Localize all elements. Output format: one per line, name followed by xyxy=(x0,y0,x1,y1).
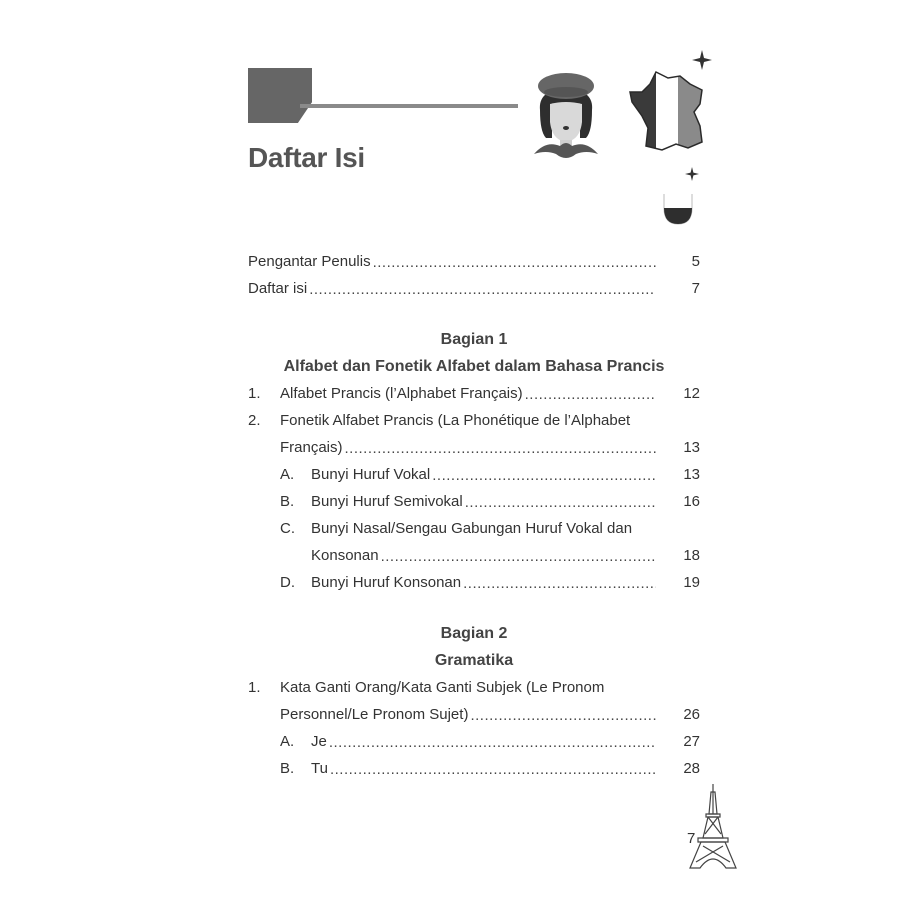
toc-entry-title: Bunyi Nasal/Sengau Gabungan Huruf Vokal dan xyxy=(311,520,633,537)
toc-page-number: 19 xyxy=(683,574,700,591)
toc-entry-title: Personnel/Le Pronom Sujet) xyxy=(280,706,469,723)
toc-page-number: 7 xyxy=(691,280,700,297)
toc-entry-title: Kata Ganti Orang/Kata Ganti Subjek (Le Pronom xyxy=(280,679,605,696)
toc-page-number: 28 xyxy=(683,760,700,777)
header-rule xyxy=(300,104,518,108)
toc-page-number: 26 xyxy=(683,706,700,723)
leader-dots xyxy=(309,281,656,299)
toc-subentry-letter: B. xyxy=(280,493,295,510)
toc-entry[interactable] xyxy=(248,275,700,302)
toc-subentry[interactable] xyxy=(248,755,700,782)
toc-entry[interactable] xyxy=(248,674,700,701)
table-of-contents xyxy=(248,248,700,782)
toc-subentry-letter: A. xyxy=(280,733,295,750)
leader-dots xyxy=(373,254,656,272)
toc-subentry[interactable] xyxy=(248,569,700,596)
toc-subentry-letter: D. xyxy=(280,574,295,591)
wine-glass-icon xyxy=(660,194,696,228)
toc-subentry-letter: B. xyxy=(280,760,295,777)
toc-entry-title: Bunyi Huruf Vokal xyxy=(311,466,431,483)
toc-subentry[interactable] xyxy=(248,515,700,542)
toc-page-number: 13 xyxy=(683,466,700,483)
toc-entry-continuation[interactable] xyxy=(248,434,700,461)
toc-page-number: 16 xyxy=(683,493,700,510)
toc-subentry-letter: A. xyxy=(280,466,295,483)
section-title: Alfabet dan Fonetik Alfabet dalam Bahasa Prancis xyxy=(283,358,665,375)
toc-entry-title: Tu xyxy=(311,760,328,777)
leader-dots xyxy=(470,707,656,725)
leader-dots xyxy=(381,548,656,566)
toc-subentry[interactable] xyxy=(248,461,700,488)
toc-entry-title: Daftar isi xyxy=(248,280,308,297)
toc-entry-title: Konsonan xyxy=(311,547,379,564)
toc-entry-title: Bunyi Huruf Semivokal xyxy=(311,493,463,510)
leader-dots xyxy=(345,440,656,458)
leader-dots xyxy=(465,494,656,512)
leader-dots xyxy=(329,734,656,752)
section-label: Bagian 2 xyxy=(440,625,508,642)
toc-entry-title: Je xyxy=(311,733,327,750)
toc-entry-title: Français) xyxy=(280,439,343,456)
toc-entry-continuation[interactable] xyxy=(248,701,700,728)
sparkle-icon xyxy=(692,50,712,70)
toc-entry[interactable] xyxy=(248,248,700,275)
toc-entry-title: Alfabet Prancis (l’Alphabet Français) xyxy=(280,385,523,402)
section-title: Gramatika xyxy=(434,652,514,669)
french-person-icon xyxy=(530,70,602,162)
toc-page-number: 18 xyxy=(683,547,700,564)
toc-page-number: 12 xyxy=(683,385,700,402)
header-block-decoration xyxy=(248,68,312,123)
toc-entry-title: Pengantar Penulis xyxy=(248,253,371,270)
leader-dots xyxy=(432,467,656,485)
leader-dots xyxy=(525,386,656,404)
toc-subentry[interactable] xyxy=(248,488,700,515)
page-number: 7 xyxy=(687,830,696,847)
toc-entry-title: Bunyi Huruf Konsonan xyxy=(311,574,462,591)
toc-entry-number: 1. xyxy=(248,385,261,402)
toc-subentry-continuation[interactable] xyxy=(248,542,700,569)
eiffel-tower-icon xyxy=(686,784,740,870)
france-map-icon xyxy=(628,70,708,154)
leader-dots xyxy=(463,575,656,593)
toc-subentry-letter: C. xyxy=(280,520,295,537)
sparkle-icon xyxy=(685,167,699,181)
toc-entry-title: Fonetik Alfabet Prancis (La Phonétique de l’Alphabet xyxy=(280,412,631,429)
toc-entry-number: 2. xyxy=(248,412,261,429)
toc-subentry[interactable] xyxy=(248,728,700,755)
toc-entry[interactable] xyxy=(248,407,700,434)
toc-page-number: 27 xyxy=(683,733,700,750)
toc-entry[interactable] xyxy=(248,380,700,407)
toc-page-number: 13 xyxy=(683,439,700,456)
leader-dots xyxy=(330,761,656,779)
toc-entry-number: 1. xyxy=(248,679,261,696)
toc-page-number: 5 xyxy=(691,253,700,270)
page-title: Daftar Isi xyxy=(248,142,365,173)
section-label: Bagian 1 xyxy=(440,331,508,348)
